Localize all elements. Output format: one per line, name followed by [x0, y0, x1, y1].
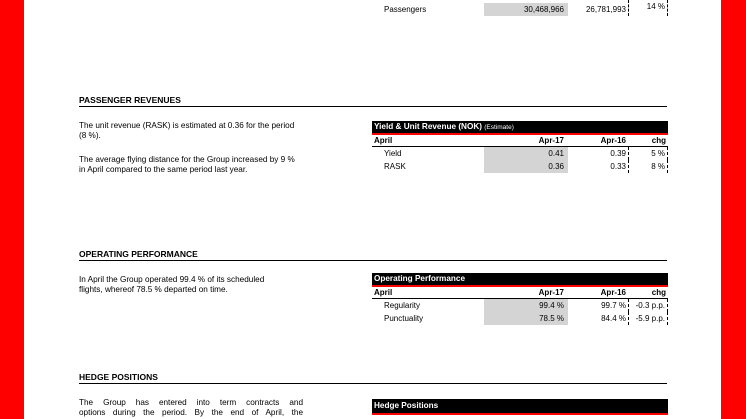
header-apr16: Apr-16	[600, 288, 626, 297]
header-chg: chg	[651, 288, 666, 297]
section-heading-operating-performance: OPERATING PERFORMANCE	[79, 249, 198, 259]
row-chg: 8 %	[628, 160, 668, 173]
row-apr16: 84.4 %	[601, 314, 626, 323]
text-line: options during the period. By the end of April, the	[79, 408, 303, 417]
table-title	[372, 121, 668, 133]
header-label: April	[374, 288, 393, 297]
header-label: April	[374, 136, 393, 145]
table-row	[372, 312, 668, 325]
table-title-note: (Estimate)	[484, 124, 514, 131]
text-line: flights, whereof 78.5 % departed on time.	[79, 285, 228, 294]
row-apr16: 0.33	[610, 162, 626, 171]
table-title-text: Yield & Unit Revenue (NOK)	[374, 122, 482, 131]
table-title	[372, 399, 668, 413]
text-line: (8 %).	[79, 131, 101, 140]
table-title-text: Hedge Positions	[374, 401, 439, 410]
row-apr16: 0.39	[610, 149, 626, 158]
row-apr17: 99.4 %	[484, 299, 568, 312]
row-apr17: 78.5 %	[484, 312, 568, 325]
passengers-apr16: 26,781,993	[585, 5, 626, 14]
hedge-positions-table	[372, 399, 668, 415]
heading-rule	[79, 106, 667, 107]
row-apr16: 99.7 %	[601, 301, 626, 310]
table-row	[372, 299, 668, 312]
table-header-row	[372, 135, 668, 147]
passenger-revenues-paragraph-2	[79, 155, 295, 175]
operating-performance-paragraph	[79, 275, 264, 295]
row-chg: -5.9 p.p.	[628, 312, 668, 325]
row-apr17: 0.36	[484, 160, 568, 173]
table-header-row	[372, 287, 668, 299]
left-red-margin-bar	[0, 0, 24, 419]
text-line: In April the Group operated 99.4 % of its scheduled	[79, 275, 265, 284]
table-row	[372, 147, 668, 160]
passengers-chg: 14 %	[628, 0, 668, 16]
operating-performance-table	[372, 273, 668, 325]
table-title-text: Operating Performance	[374, 274, 465, 283]
header-apr17: Apr-17	[538, 288, 564, 297]
section-heading-hedge-positions: HEDGE POSITIONS	[79, 372, 158, 382]
table-row	[372, 160, 668, 173]
heading-rule	[79, 383, 667, 384]
row-label: Punctuality	[384, 314, 424, 323]
section-heading-passenger-revenues: PASSENGER REVENUES	[79, 95, 181, 105]
header-apr17: Apr-17	[538, 136, 564, 145]
text-line: The average flying distance for the Group increased by 9 %	[79, 155, 295, 164]
table-title-underline	[372, 413, 668, 415]
row-label: RASK	[384, 162, 406, 171]
right-red-margin-bar	[721, 0, 746, 419]
table-title	[372, 273, 668, 285]
passenger-revenues-paragraph-1	[79, 121, 294, 141]
text-line: The unit revenue (RASK) is estimated at 0.36 for the period	[79, 121, 295, 130]
row-label: Yield	[384, 149, 402, 158]
header-apr16: Apr-16	[600, 136, 626, 145]
text-line: in April compared to the same period last year.	[79, 165, 248, 174]
passengers-row	[372, 3, 668, 16]
yield-unit-revenue-table	[372, 121, 668, 173]
hedge-positions-paragraph	[79, 398, 303, 418]
text-line: The Group has entered into term contracts and	[79, 398, 303, 407]
row-label: Regularity	[384, 301, 421, 310]
passengers-label: Passengers	[384, 5, 427, 14]
header-chg: chg	[651, 136, 666, 145]
row-chg: 5 %	[628, 147, 668, 160]
row-chg: -0.3 p.p.	[628, 299, 668, 312]
row-apr17: 0.41	[484, 147, 568, 160]
heading-rule	[79, 260, 667, 261]
passengers-apr17: 30,468,966	[484, 3, 568, 16]
